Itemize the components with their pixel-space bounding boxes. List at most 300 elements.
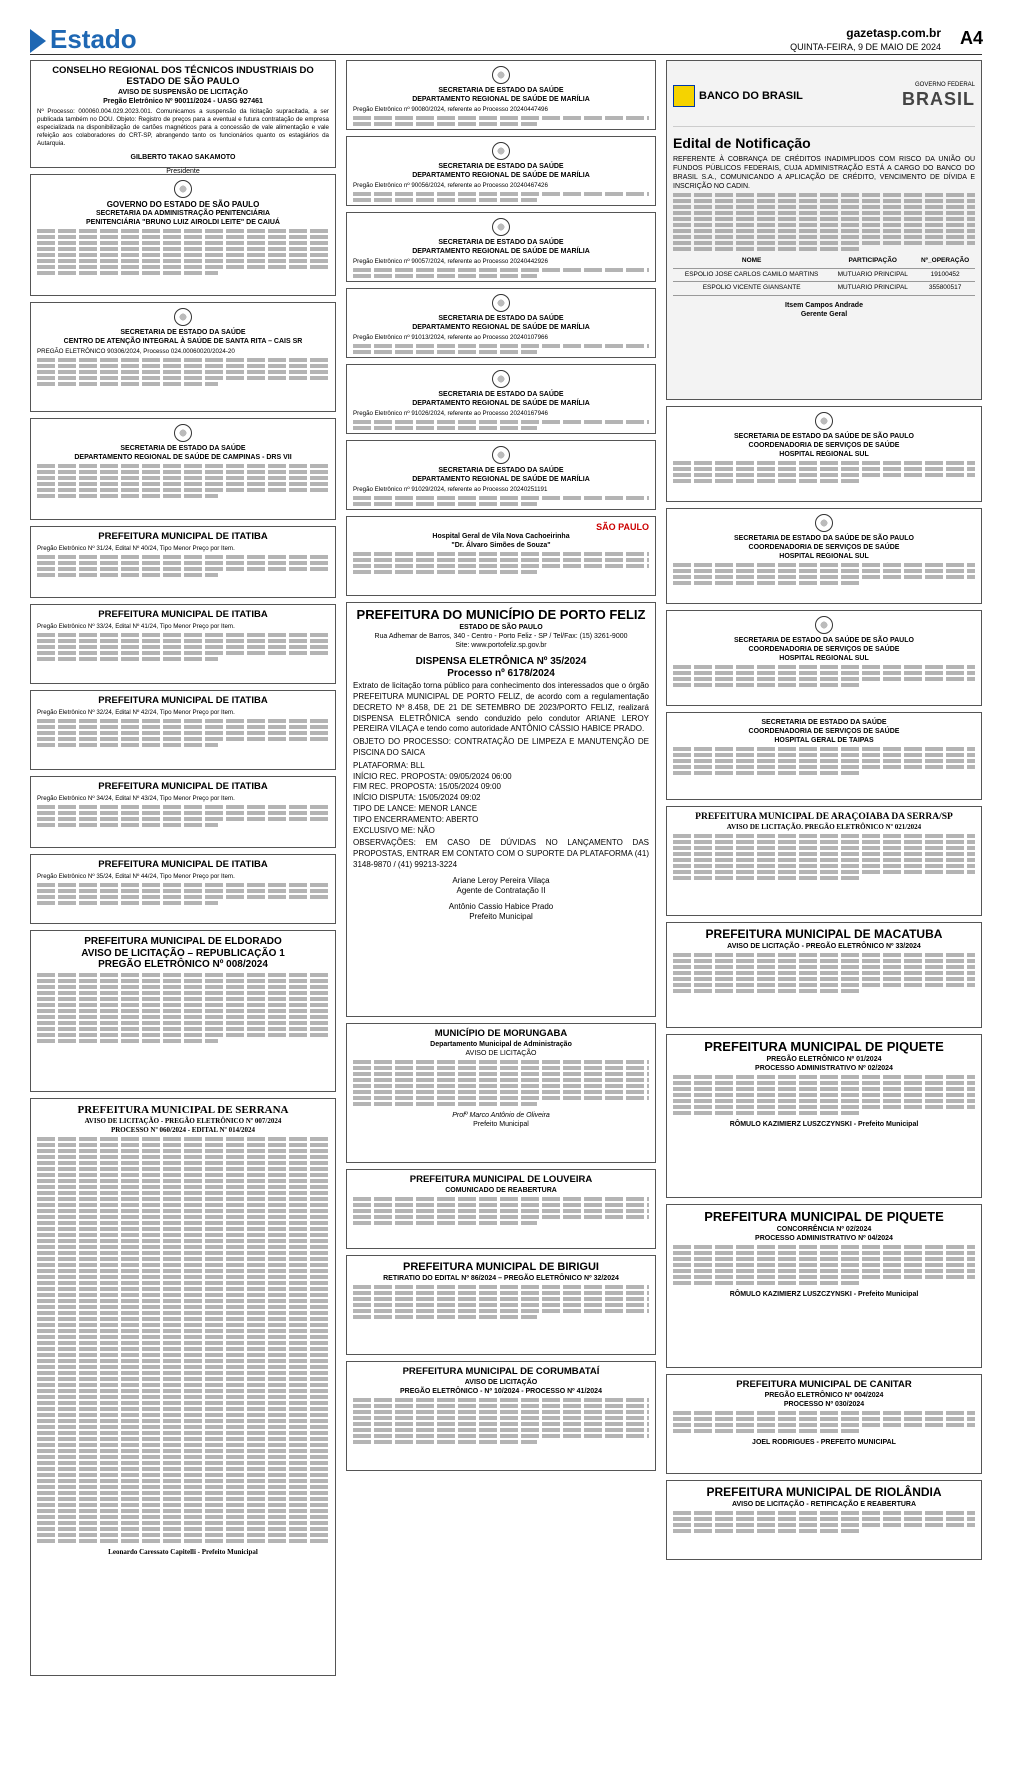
ad-marilia-5 <box>346 364 656 434</box>
body-text <box>353 1215 649 1219</box>
ad-itatiba-4 <box>30 776 336 848</box>
body-text <box>37 901 218 905</box>
newspaper-logo[interactable] <box>30 24 137 55</box>
ad-title: PREFEITURA MUNICIPAL DE ITATIBA <box>98 859 268 870</box>
body-text <box>37 1467 329 1471</box>
coat-of-arms-icon <box>174 308 192 326</box>
body-text <box>37 1485 329 1489</box>
body-text <box>673 473 975 477</box>
body-text <box>673 217 975 221</box>
body-text <box>353 274 537 278</box>
body-text <box>673 840 975 844</box>
ad-itatiba-5 <box>30 854 336 924</box>
ad-role: Presidente <box>166 168 200 176</box>
body-text <box>673 211 975 215</box>
body-text <box>673 665 975 669</box>
ad-title: Hospital Geral de Vila Nova Cachoeirinha <box>432 533 570 540</box>
table-cell: MUTUARIO PRINCIPAL <box>830 282 915 295</box>
body-text <box>673 575 975 579</box>
body-text <box>673 876 860 880</box>
body-text <box>37 1461 329 1465</box>
body-text <box>353 1398 649 1402</box>
body-text <box>37 1287 329 1291</box>
body-text <box>37 253 329 257</box>
ad-observations: OBSERVAÇÕES: EM CASO DE DÚVIDAS NO LANÇAMENTO DAS PROPOSTAS, ENTRAR EM CONTATO COM O SUPORTE DA PLATAFORMA (41) 3148-9870 / (41) 99213-3224 <box>353 838 649 869</box>
table-cell: MUTUARIO PRINCIPAL <box>830 268 915 281</box>
body-text <box>37 1515 329 1519</box>
body-text <box>37 1227 329 1231</box>
body-text <box>37 1503 329 1507</box>
ad-role: Gerente Geral <box>800 310 848 318</box>
ad-title: SECRETARIA DE ESTADO DA SAÚDE DE SÃO PAULO <box>734 637 914 644</box>
body-text <box>673 1251 975 1255</box>
body-text <box>673 1093 975 1097</box>
ad-title: PREFEITURA MUNICIPAL DE SERRANA <box>77 1104 289 1116</box>
body-text <box>673 1281 860 1285</box>
body-text <box>37 657 218 661</box>
ad-address: Rua Adhemar de Barros, 340 - Centro - Porto Feliz - SP / Tel/Fax: (15) 3261-9000 <box>374 633 628 641</box>
coat-of-arms-icon <box>174 424 192 442</box>
body-text <box>673 1517 975 1521</box>
body-text <box>37 271 218 275</box>
ad-line: Pregão Eletrônico Nº 34/24, Edital Nº 43/24, Tipo Menor Preço por Item. <box>37 794 235 802</box>
ad-line: PREGÃO ELETRÔNICO 90306/2024, Processo 024.00060020/2024-20 <box>37 348 235 356</box>
body-text <box>353 1315 537 1319</box>
body-text <box>673 479 860 483</box>
ad-subtitle: AVISO DE LICITAÇÃO. PREGÃO ELETRÔNICO Nº 021/2024 <box>726 822 922 831</box>
body-text <box>37 1407 329 1411</box>
body-text <box>37 1473 329 1477</box>
ad-cais <box>30 302 336 412</box>
ad-penitenciaria <box>30 174 336 296</box>
body-text <box>37 1443 329 1447</box>
body-text <box>353 1303 649 1307</box>
body-text <box>37 1161 329 1165</box>
ad-subtitle: "Dr. Álvaro Simões de Souza" <box>451 542 551 550</box>
coat-of-arms-icon <box>815 412 833 430</box>
ad-title: PREFEITURA MUNICIPAL DE PIQUETE <box>704 1209 944 1224</box>
body-text <box>353 1060 649 1064</box>
coat-of-arms-icon <box>492 294 510 312</box>
body-text <box>37 1365 329 1369</box>
body-text <box>353 1084 649 1088</box>
ad-line: Pregão Eletrônico Nº 35/24, Edital Nº 44/24, Tipo Menor Preço por Item. <box>37 872 235 880</box>
body-text <box>37 1293 329 1297</box>
body-text <box>673 753 975 757</box>
body-text <box>673 199 975 203</box>
ad-marilia-1 <box>346 60 656 130</box>
column-header: Nº_OPERAÇÃO <box>915 255 975 268</box>
ad-subtitle: AVISO DE LICITAÇÃO - RETIFICAÇÃO E REABERTURA <box>731 1500 917 1508</box>
body-text <box>673 1423 975 1427</box>
ad-piquete-1 <box>666 1034 982 1198</box>
body-text <box>37 364 329 368</box>
body-text <box>37 1299 329 1303</box>
ad-itatiba-2 <box>30 604 336 684</box>
body-text <box>37 1449 329 1453</box>
body-text <box>673 953 975 957</box>
body-text <box>353 1309 649 1313</box>
body-text <box>37 259 329 263</box>
body-text <box>37 1167 329 1171</box>
body-text <box>353 570 537 574</box>
body-text <box>673 1081 975 1085</box>
table-header-row <box>673 255 975 268</box>
ad-title: PREFEITURA MUNICIPAL DE ITATIBA <box>98 609 268 620</box>
ad-subtitle: DEPARTAMENTO REGIONAL DE SAÚDE DE MARÍLIA <box>412 172 590 180</box>
body-text <box>353 564 649 568</box>
ad-dispute: INÍCIO DISPUTA: 15/05/2024 09:02 <box>353 793 481 803</box>
body-text <box>353 1102 537 1106</box>
body-text <box>673 1275 975 1279</box>
body-text <box>37 1509 329 1513</box>
ad-title: SECRETARIA DE ESTADO DA SAÚDE <box>761 719 887 726</box>
ad-subtitle: COORDENADORIA DE SERVIÇOS DE SAÚDE <box>748 544 900 552</box>
body-text <box>37 376 329 380</box>
ad-line: HOSPITAL REGIONAL SUL <box>779 655 869 663</box>
body-text <box>37 1359 329 1363</box>
body-text <box>37 805 329 809</box>
body-text <box>37 494 218 498</box>
ad-processo: Processo nº 6178/2024 <box>447 667 555 679</box>
body-text <box>37 1353 329 1357</box>
ad-hospital-cachoeirinha <box>346 516 656 596</box>
column-1 <box>30 60 336 1774</box>
body-text <box>37 1039 218 1043</box>
body-text <box>37 241 329 245</box>
body-text <box>37 1233 329 1237</box>
ad-subtitle: SECRETARIA DA ADMINISTRAÇÃO PENITENCIÁRIA <box>95 210 271 218</box>
body-text <box>37 1269 329 1273</box>
body-text <box>673 1411 975 1415</box>
ad-title: PREFEITURA MUNICIPAL DE CANITAR <box>736 1379 912 1390</box>
ad-line: Pregão Eletrônico nº 91026/2024, referente ao Processo 20240167946 <box>353 410 548 418</box>
ad-title: SECRETARIA DE ESTADO DA SAÚDE <box>438 315 564 322</box>
ad-title: PREFEITURA DO MUNICÍPIO DE PORTO FELIZ <box>356 607 646 622</box>
body-text <box>353 1404 649 1408</box>
ad-line: Pregão Eletrônico nº 91029/2024, referente ao Processo 20240251191 <box>353 486 548 494</box>
ad-marilia-6 <box>346 440 656 510</box>
body-text <box>673 1417 975 1421</box>
body-text <box>37 464 329 468</box>
ad-title: GOVERNO DO ESTADO DE SÃO PAULO <box>106 200 260 209</box>
body-text <box>353 1096 649 1100</box>
body-text <box>353 1090 649 1094</box>
body-text <box>673 983 975 987</box>
ad-signatory: RÔMULO KAZIMIERZ LUSZCZYNSKI - Prefeito Municipal <box>729 1121 919 1129</box>
body-text <box>673 1105 975 1109</box>
ad-title: PREFEITURA MUNICIPAL DE LOUVEIRA <box>409 1174 593 1185</box>
body-text <box>673 771 860 775</box>
coat-of-arms-icon <box>492 66 510 84</box>
gov-brasil: BRASIL <box>902 89 975 110</box>
body-text <box>37 1521 329 1525</box>
body-text <box>37 1305 329 1309</box>
body-text <box>37 633 329 637</box>
ad-line: HOSPITAL REGIONAL SUL <box>779 553 869 561</box>
ad-line: Pregão Eletrônico Nº 33/24, Edital Nº 41/24, Tipo Menor Preço por Item. <box>37 622 235 630</box>
body-text <box>673 864 975 868</box>
body-text <box>37 555 329 559</box>
ad-marilia-3 <box>346 212 656 282</box>
ad-body: Nº Processo: 000060.004.029.2023.001. Comunicamos a suspensão da licitação supracitada, a ser publicada também no DOU. Objeto: Registro de preços para a eventual e futura contratação de empresa especializada na disponibilização de cartões magnéticos para a concessão de vale alimentação e vale refeição aos colaboradores do CRT-SP, abrangendo tanto os funcionários quanto os estagiários da Autarquia. <box>37 108 329 148</box>
ad-title: PREFEITURA MUNICIPAL DE ITATIBA <box>98 781 268 792</box>
ad-subtitle: COORDENADORIA DE SERVIÇOS DE SAÚDE <box>748 646 900 654</box>
ad-closing-type: TIPO ENCERRAMENTO: ABERTO <box>353 814 479 824</box>
ad-line: HOSPITAL GERAL DE TAIPAS <box>774 737 874 745</box>
ad-signatory: Profº Marco Antônio de Oliveira <box>452 1112 550 1120</box>
body-text <box>37 1527 329 1531</box>
ad-signatory: RÔMULO KAZIMIERZ LUSZCZYNSKI - Prefeito Municipal <box>729 1291 919 1299</box>
body-text <box>37 743 218 747</box>
body-text <box>673 671 975 675</box>
ad-itatiba-3 <box>30 690 336 770</box>
issue-date: QUINTA-FEIRA, 9 DE MAIO DE 2024 <box>790 42 941 52</box>
ad-eldorado <box>30 930 336 1092</box>
coat-of-arms-icon <box>174 180 192 198</box>
body-text <box>37 1383 329 1387</box>
bb-name: BANCO DO BRASIL <box>699 90 803 102</box>
body-text <box>673 205 975 209</box>
body-text <box>673 1523 975 1527</box>
ad-role: Prefeito Municipal <box>469 911 533 921</box>
body-text <box>37 725 329 729</box>
body-text <box>37 719 329 723</box>
body-text <box>353 198 537 202</box>
ad-line: PENITENCIÁRIA "BRUNO LUIZ AIROLDI LEITE" DE CAIUÁ <box>86 219 280 227</box>
ad-signatory: JOEL RODRIGUES - PREFEITO MUNICIPAL <box>752 1439 896 1447</box>
body-text <box>37 1203 329 1207</box>
body-text <box>37 1317 329 1321</box>
body-text <box>353 1297 649 1301</box>
body-text <box>37 979 329 983</box>
column-3 <box>666 60 982 1774</box>
body-text <box>37 1003 329 1007</box>
body-text <box>673 683 860 687</box>
body-text <box>37 645 329 649</box>
ad-title: SECRETARIA DE ESTADO DA SAÚDE <box>438 391 564 398</box>
body-text <box>37 1491 329 1495</box>
page-number: A4 <box>959 28 983 48</box>
ad-subtitle: DEPARTAMENTO REGIONAL DE SAÚDE DE CAMPINAS - DRS VII <box>74 454 292 462</box>
body-text <box>673 467 975 471</box>
coat-of-arms-icon <box>492 218 510 236</box>
body-text <box>37 1137 329 1141</box>
body-text <box>353 1209 649 1213</box>
ad-subtitle: DEPARTAMENTO REGIONAL DE SAÚDE DE MARÍLIA <box>412 324 590 332</box>
body-text <box>37 1329 329 1333</box>
ad-subtitle: PREGÃO ELETRÔNICO Nº 01/2024 <box>766 1055 882 1063</box>
body-text <box>37 1335 329 1339</box>
sao-paulo-logo: SÃO PAULO <box>596 522 649 532</box>
body-text <box>673 846 975 850</box>
gov-label: GOVERNO FEDERAL <box>914 81 975 88</box>
body-text <box>673 563 975 567</box>
ad-riolandia <box>666 1480 982 1560</box>
body-text <box>673 965 975 969</box>
body-text <box>37 482 329 486</box>
body-text <box>673 461 975 465</box>
body-text <box>37 488 329 492</box>
ad-title: SECRETARIA DE ESTADO DA SAÚDE <box>438 87 564 94</box>
body-text <box>353 1221 537 1225</box>
body-text <box>673 971 975 975</box>
body-text <box>353 1434 649 1438</box>
body-text <box>37 731 329 735</box>
body-text <box>37 1015 329 1019</box>
ad-title: PREFEITURA MUNICIPAL DE CORUMBATAÍ <box>402 1366 600 1377</box>
ad-title: SECRETARIA DE ESTADO DA SAÚDE <box>438 239 564 246</box>
ad-subtitle: COORDENADORIA DE SERVIÇOS DE SAÚDE <box>748 728 900 736</box>
ad-subtitle: CENTRO DE ATENÇÃO INTEGRAL À SAÚDE DE SANTA RITA – CAIS SR <box>63 338 303 346</box>
ad-morungaba <box>346 1023 656 1163</box>
ad-signatory: Itsem Campos Andrade <box>785 301 863 309</box>
body-text <box>37 1419 329 1423</box>
body-text <box>37 1371 329 1375</box>
body-text <box>37 1179 329 1183</box>
body-text <box>37 1311 329 1315</box>
body-text <box>673 852 975 856</box>
ad-subtitle: DEPARTAMENTO REGIONAL DE SAÚDE DE MARÍLIA <box>412 476 590 484</box>
site-url[interactable]: gazetasp.com.br <box>846 26 941 40</box>
body-text <box>353 350 537 354</box>
ad-body: Extrato de licitação torna público para conhecimento dos interessados que o órgão PREFEITURA MUNICIPAL DE PORTO FELIZ, de acordo com a regulamentação DECRETO Nº 8.458, DE 21 DE SETEMBRO DE 2023/PORTO FELIZ, realizará DISPENSA ELETRÔNICA sendo conduzido pelo condutor ARIANE LEROY PEREIRA VILAÇA e tendo como autoridade ANTÔNIO CÁSSIO HABICE PRADO. <box>353 681 649 734</box>
body-text <box>353 344 649 348</box>
ad-title: SECRETARIA DE ESTADO DA SAÚDE <box>120 445 246 452</box>
table-cell: ESPOLIO JOSE CARLOS CAMILO MARTINS <box>673 268 830 281</box>
body-text <box>353 552 649 556</box>
body-text <box>353 1072 649 1076</box>
coat-of-arms-icon <box>492 370 510 388</box>
body-text <box>37 1033 329 1037</box>
body-text <box>37 1155 329 1159</box>
coat-of-arms-icon <box>492 142 510 160</box>
body-text <box>353 1416 649 1420</box>
body-text <box>37 1009 329 1013</box>
ad-role: Agente de Contratação II <box>456 886 546 896</box>
body-text <box>673 223 975 227</box>
ad-marilia-4 <box>346 288 656 358</box>
table-cell: ESPOLIO VICENTE GIANSANTE <box>673 282 830 295</box>
ad-signatory: Leonardo Caressato Capitelli - Prefeito Municipal <box>108 1547 258 1556</box>
operations-table <box>673 255 975 295</box>
ad-subtitle: Departamento Municipal de Administração <box>430 1040 572 1048</box>
body-text <box>353 496 649 500</box>
body-text <box>37 1209 329 1213</box>
column-2 <box>346 60 656 1774</box>
body-text <box>353 1285 649 1289</box>
ad-subtitle: DEPARTAMENTO REGIONAL DE SAÚDE DE MARÍLIA <box>412 96 590 104</box>
ad-hospital-sul-3 <box>666 610 982 706</box>
ad-hospital-sul-2 <box>666 508 982 604</box>
header-divider <box>30 54 982 55</box>
body-text <box>673 765 975 769</box>
table-row <box>673 268 975 281</box>
body-text <box>673 959 975 963</box>
body-text <box>353 1291 649 1295</box>
ad-title: PREFEITURA MUNICIPAL DE ITATIBA <box>98 695 268 706</box>
ad-subtitle: AVISO DE LICITAÇÃO - PREGÃO ELETRÔNICO Nº 33/2024 <box>727 942 921 950</box>
body-text <box>353 122 537 126</box>
ad-end: FIM REC. PROPOSTA: 15/05/2024 09:00 <box>353 782 501 792</box>
body-text <box>37 883 329 887</box>
ad-subtitle: COMUNICADO DE REABERTURA <box>445 1186 557 1194</box>
table-cell: 355800517 <box>915 282 975 295</box>
body-text <box>37 1455 329 1459</box>
ad-subtitle: DEPARTAMENTO REGIONAL DE SAÚDE DE MARÍLIA <box>412 248 590 256</box>
bb-logo-icon <box>673 85 695 107</box>
ad-macatuba <box>666 922 982 1028</box>
ad-line: Pregão Eletrônico Nº 90011/2024 - UASG 927461 <box>103 97 263 105</box>
body-text <box>37 1239 329 1243</box>
ad-title: PREFEITURA MUNICIPAL DE PIQUETE <box>704 1039 944 1054</box>
ad-subtitle: DEPARTAMENTO REGIONAL DE SAÚDE DE MARÍLIA <box>412 400 590 408</box>
body-text <box>37 1275 329 1279</box>
ad-subtitle: AVISO DE LICITAÇÃO – REPUBLICAÇÃO 1 <box>81 947 285 959</box>
ad-platform: PLATAFORMA: BLL <box>353 760 425 770</box>
body-text <box>37 229 329 233</box>
body-text <box>37 265 329 269</box>
ad-title: PREFEITURA MUNICIPAL DE RIOLÂNDIA <box>706 1485 942 1499</box>
ad-aracoiaba <box>666 806 982 916</box>
gov-logo <box>902 82 975 111</box>
ad-subtitle: COORDENADORIA DE SERVIÇOS DE SAÚDE <box>748 442 900 450</box>
body-text <box>37 1027 329 1031</box>
ad-line: Pregão Eletrônico nº 90057/2024, referente ao Processo 20240442926 <box>353 258 548 266</box>
body-text <box>353 192 649 196</box>
body-text <box>37 1437 329 1441</box>
ad-line: Pregão Eletrônico nº 91013/2024, referente ao Processo 20240107966 <box>353 334 548 342</box>
body-text <box>37 1431 329 1435</box>
body-text <box>673 1075 975 1079</box>
body-text <box>37 973 329 977</box>
ad-drs-campinas <box>30 418 336 520</box>
body-text <box>37 1143 329 1147</box>
logo-text: Estado <box>50 24 137 54</box>
body-text <box>673 1429 860 1433</box>
ad-crt <box>30 60 336 176</box>
body-text <box>37 639 329 643</box>
edital-intro: REFERENTE À COBRANÇA DE CRÉDITOS INADIMPLIDOS COM RISCO DA UNIÃO OU FUNDOS PÚBLICOS FEDERAIS, CUJA ADMINISTRAÇÃO ESTÁ A CARGO DO BANCO DO BRASIL S.A., COMUNICANDO A APLICAÇÃO DE CRÉDITO, VENCIMENTO DE DÍVIDA E INSCRIÇÃO NO CADIN. <box>673 156 975 191</box>
ad-subtitle: RETIRATIO DO EDITAL Nº 86/2024 – PREGÃO ELETRÔNICO Nº 32/2024 <box>383 1274 619 1282</box>
bb-header <box>673 66 975 127</box>
ad-line: PREGÃO ELETRÔNICO Nº 008/2024 <box>98 959 268 970</box>
body-text <box>353 420 649 424</box>
body-text <box>353 268 649 272</box>
ad-louveira <box>346 1169 656 1249</box>
body-text <box>673 1269 975 1273</box>
ad-website[interactable]: Site: www.portofeliz.sp.gov.br <box>455 642 547 650</box>
ad-line: AVISO DE LICITAÇÃO <box>465 1050 537 1058</box>
ad-line: PROCESSO ADMINISTRATIVO Nº 04/2024 <box>755 1235 893 1243</box>
body-text <box>37 1323 329 1327</box>
ad-line: PROCESSO Nº 060/2024 - EDITAL Nº 014/2024 <box>110 1125 256 1134</box>
body-text <box>37 1479 329 1483</box>
body-text <box>353 1078 649 1082</box>
body-text <box>37 1497 329 1501</box>
body-text <box>37 573 218 577</box>
ad-role: Prefeito Municipal <box>473 1121 529 1129</box>
ad-bid-type: TIPO DE LANCE: MENOR LANCE <box>353 803 478 813</box>
body-text <box>37 1251 329 1255</box>
ad-dispensa: DISPENSA ELETRÔNICA Nº 35/2024 <box>415 656 587 668</box>
body-text <box>37 651 329 655</box>
body-text <box>37 1245 329 1249</box>
ad-hospital-sul-1 <box>666 406 982 502</box>
ad-corumbatai <box>346 1361 656 1471</box>
body-text <box>673 229 975 233</box>
body-text <box>673 858 975 862</box>
